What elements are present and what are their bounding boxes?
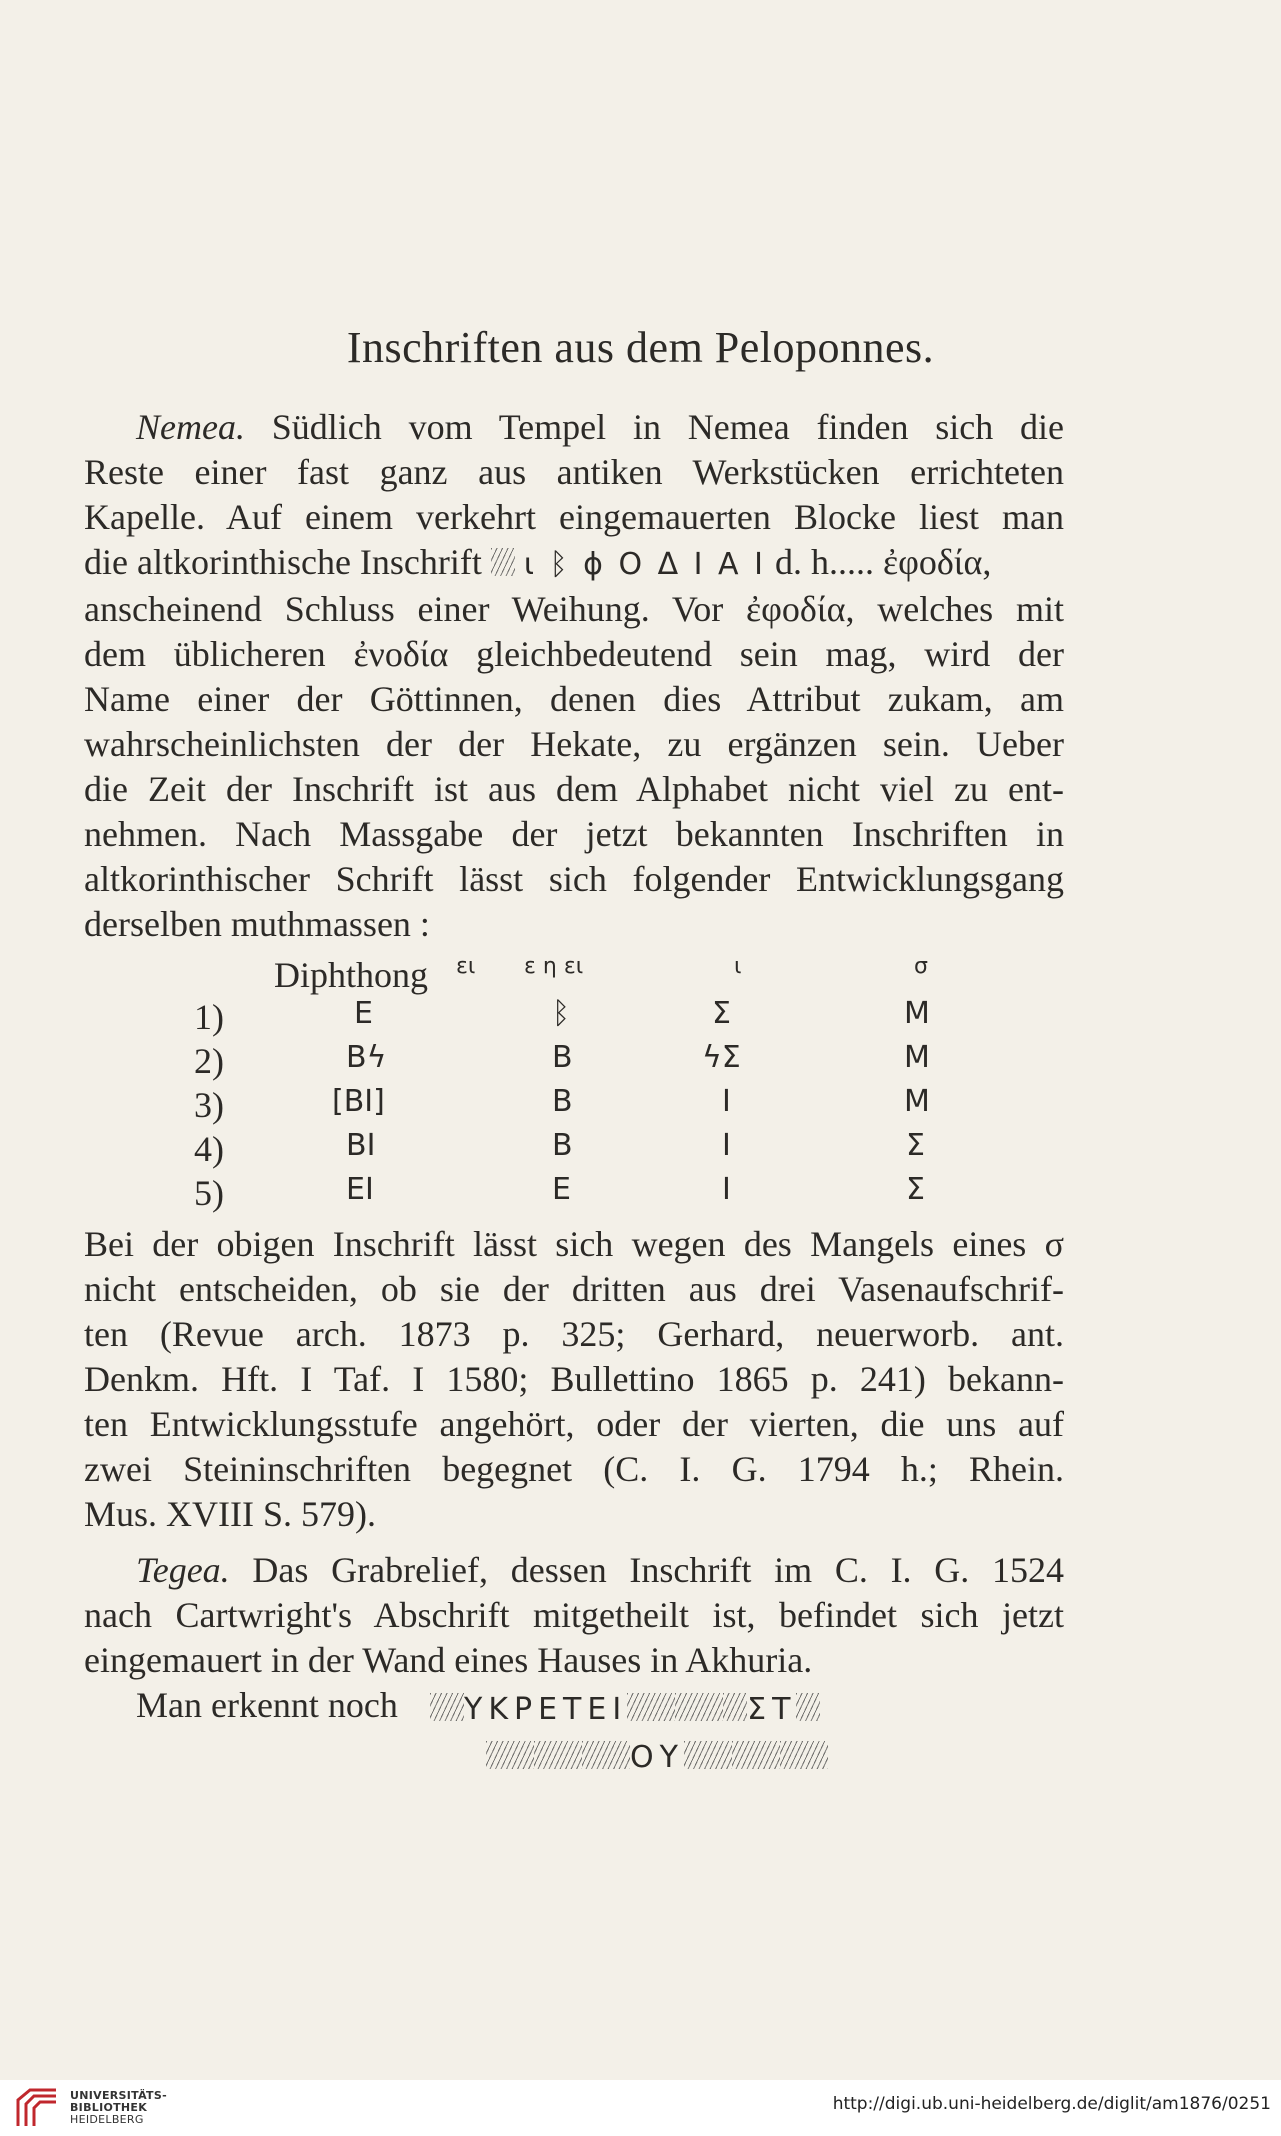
header-col3: ι: [734, 954, 742, 979]
header-label: Diphthong: [274, 955, 429, 995]
tegea-inscription-line2: ΟΥ: [486, 1740, 1006, 1775]
text-line: Mus. XVIII S. 579).: [84, 1494, 376, 1534]
table-row: 5) EI E I Σ: [194, 1172, 925, 1213]
lacuna-mark: [684, 1741, 732, 1769]
text-line: anscheinend Schluss einer Weihung. Vor ἐφοδία, welches mit: [84, 589, 1064, 629]
table-row: 1) E ᛒ Σ M: [194, 996, 930, 1037]
paragraph-nemea: [84, 405, 1064, 947]
text-line: eingemauert in der Wand eines Hauses in Akhuria.: [84, 1640, 813, 1680]
text-line: Bei der obigen Inschrift lässt sich wegen des Mangels eines σ: [84, 1224, 1064, 1264]
text-line: Nemea. Südlich vom Tempel in Nemea finden sich die: [136, 407, 1064, 447]
source-url-link[interactable]: http://digi.ub.uni-heidelberg.de/diglit/am1876/0251: [832, 2094, 1271, 2114]
text-line: zwei Steininschriften begegnet (C. I. G. 1794 h.; Rhein.: [84, 1449, 1064, 1489]
lacuna-mark: [723, 1693, 747, 1721]
header-col4: σ: [914, 954, 928, 979]
header-col2: ε η ει: [524, 954, 584, 979]
lacuna-mark: [486, 1741, 534, 1769]
page-title: Inschriften aus dem Peloponnes.: [346, 323, 935, 372]
text-line: Name einer der Göttinnen, denen dies Attribut zukam, am: [84, 679, 1064, 719]
lacuna-mark: [534, 1741, 582, 1769]
table-header: [84, 952, 1064, 996]
header-col1: ει: [456, 954, 476, 979]
text-line: nehmen. Nach Massgabe der jetzt bekannten Inschriften in: [84, 814, 1064, 854]
lacuna-mark: [582, 1741, 630, 1769]
text-line: derselben muthmassen :: [84, 904, 430, 944]
text-line: Tegea. Das Grabrelief, dessen Inschrift im C. I. G. 1524: [136, 1550, 1064, 1590]
text-line: die Zeit der Inschrift ist aus dem Alphabet nicht viel zu ent-: [84, 769, 1064, 809]
text-line: nach Cartwright's Abschrift mitgetheilt ist, befindet sich jetzt: [84, 1595, 1064, 1635]
lacuna-mark: [796, 1693, 820, 1721]
lacuna-mark: [627, 1693, 675, 1721]
table-row: 4) BI B I Σ: [194, 1128, 925, 1169]
text-line: die altkorinthische Inschrift ι ᛒ ϕ Ο Δ Ι Α Ι d. h..... ἐφοδία,: [84, 542, 992, 582]
text-line: Denkm. Hft. I Taf. I 1580; Bullettino 1865 p. 241) bekann-: [84, 1359, 1064, 1399]
text-line: nicht entscheiden, ob sie der dritten aus drei Vasenaufschrif-: [84, 1269, 1064, 1309]
lacuna-mark: [491, 548, 515, 576]
table-row: 2) Bϟ B ϟΣ M: [194, 1040, 930, 1081]
table-row: 3) [BI] B I M: [194, 1084, 930, 1125]
text-line: ten Entwicklungsstufe angehört, oder der vierten, die uns auf: [84, 1404, 1064, 1444]
text-line: Reste einer fast ganz aus antiken Werkstücken errichteten: [84, 452, 1064, 492]
tegea-inscription-line1: YKPETEI ΣΤ: [430, 1692, 950, 1727]
lacuna-mark: [675, 1693, 723, 1721]
library-logo-icon: [14, 2086, 60, 2130]
text-line: altkorinthischer Schrift lässt sich folgender Entwicklungsgang: [84, 859, 1064, 899]
lacuna-mark: [732, 1741, 780, 1769]
archaic-inscription: ι ᛒ ϕ Ο Δ Ι Α Ι: [523, 547, 766, 582]
alphabet-table: [84, 952, 1064, 1216]
text-line: Man erkennt noch: [136, 1685, 398, 1725]
lacuna-mark: [430, 1693, 464, 1721]
library-logo-text: UNIVERSITÄTS- BIBLIOTHEK HEIDELBERG: [70, 2089, 167, 2126]
text-line: ten (Revue arch. 1873 p. 325; Gerhard, neuerworb. ant.: [84, 1314, 1064, 1354]
text-line: dem üblicheren ἐνοδία gleichbedeutend sein mag, wird der: [84, 634, 1064, 674]
lacuna-mark: [780, 1741, 828, 1769]
paragraph-discussion: [84, 1222, 1064, 1537]
text-line: wahrscheinlichsten der der Hekate, zu ergänzen sein. Ueber: [84, 724, 1064, 764]
text-line: Kapelle. Auf einem verkehrt eingemauerten Blocke liest man: [84, 497, 1064, 537]
